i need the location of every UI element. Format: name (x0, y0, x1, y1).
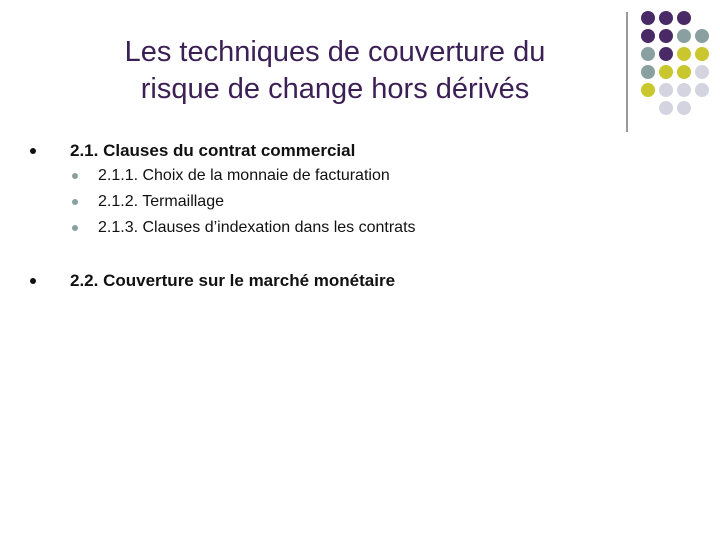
decorative-dot (641, 83, 655, 97)
decorative-dot (641, 47, 655, 61)
decorative-dot (695, 65, 709, 79)
sub-bullet-text: 2.1.3. Clauses d’indexation dans les contrats (98, 219, 416, 236)
sub-bullet-dot-icon (72, 199, 78, 205)
decorative-dot (659, 101, 673, 115)
decorative-dot (695, 83, 709, 97)
decorative-dot (641, 65, 655, 79)
decorative-dot (641, 29, 655, 43)
bullet-dot-icon (30, 278, 36, 284)
bullet-dot-icon (30, 148, 36, 154)
decorative-dot (677, 83, 691, 97)
decorative-dot (659, 83, 673, 97)
decorative-dot (677, 65, 691, 79)
decorative-dot (659, 29, 673, 43)
decorative-dot (695, 47, 709, 61)
decorative-dot (659, 11, 673, 25)
slide-title-line-1: Les techniques de couverture du (124, 36, 546, 68)
bullet-text: 2.1. Clauses du contrat commercial (70, 141, 356, 160)
decorative-dot (641, 11, 655, 25)
decorative-dot (659, 47, 673, 61)
decorative-dot (659, 65, 673, 79)
sub-bullet-text: 2.1.2. Termaillage (98, 193, 224, 210)
decorative-dot (677, 11, 691, 25)
decorative-dot (677, 29, 691, 43)
slide-title-line-2: risque de change hors dérivés (140, 73, 530, 105)
sub-bullet-dot-icon (72, 225, 78, 231)
decorative-dot (695, 29, 709, 43)
slide-title (40, 34, 630, 108)
decorative-dot (677, 47, 691, 61)
decorative-dot-grid (620, 8, 720, 138)
sub-bullet-dot-icon (72, 173, 78, 179)
bullet-text: 2.2. Couverture sur le marché monétaire (70, 271, 396, 290)
decorative-dot (677, 101, 691, 115)
sub-bullet-text: 2.1.1. Choix de la monnaie de facturation (98, 167, 390, 184)
